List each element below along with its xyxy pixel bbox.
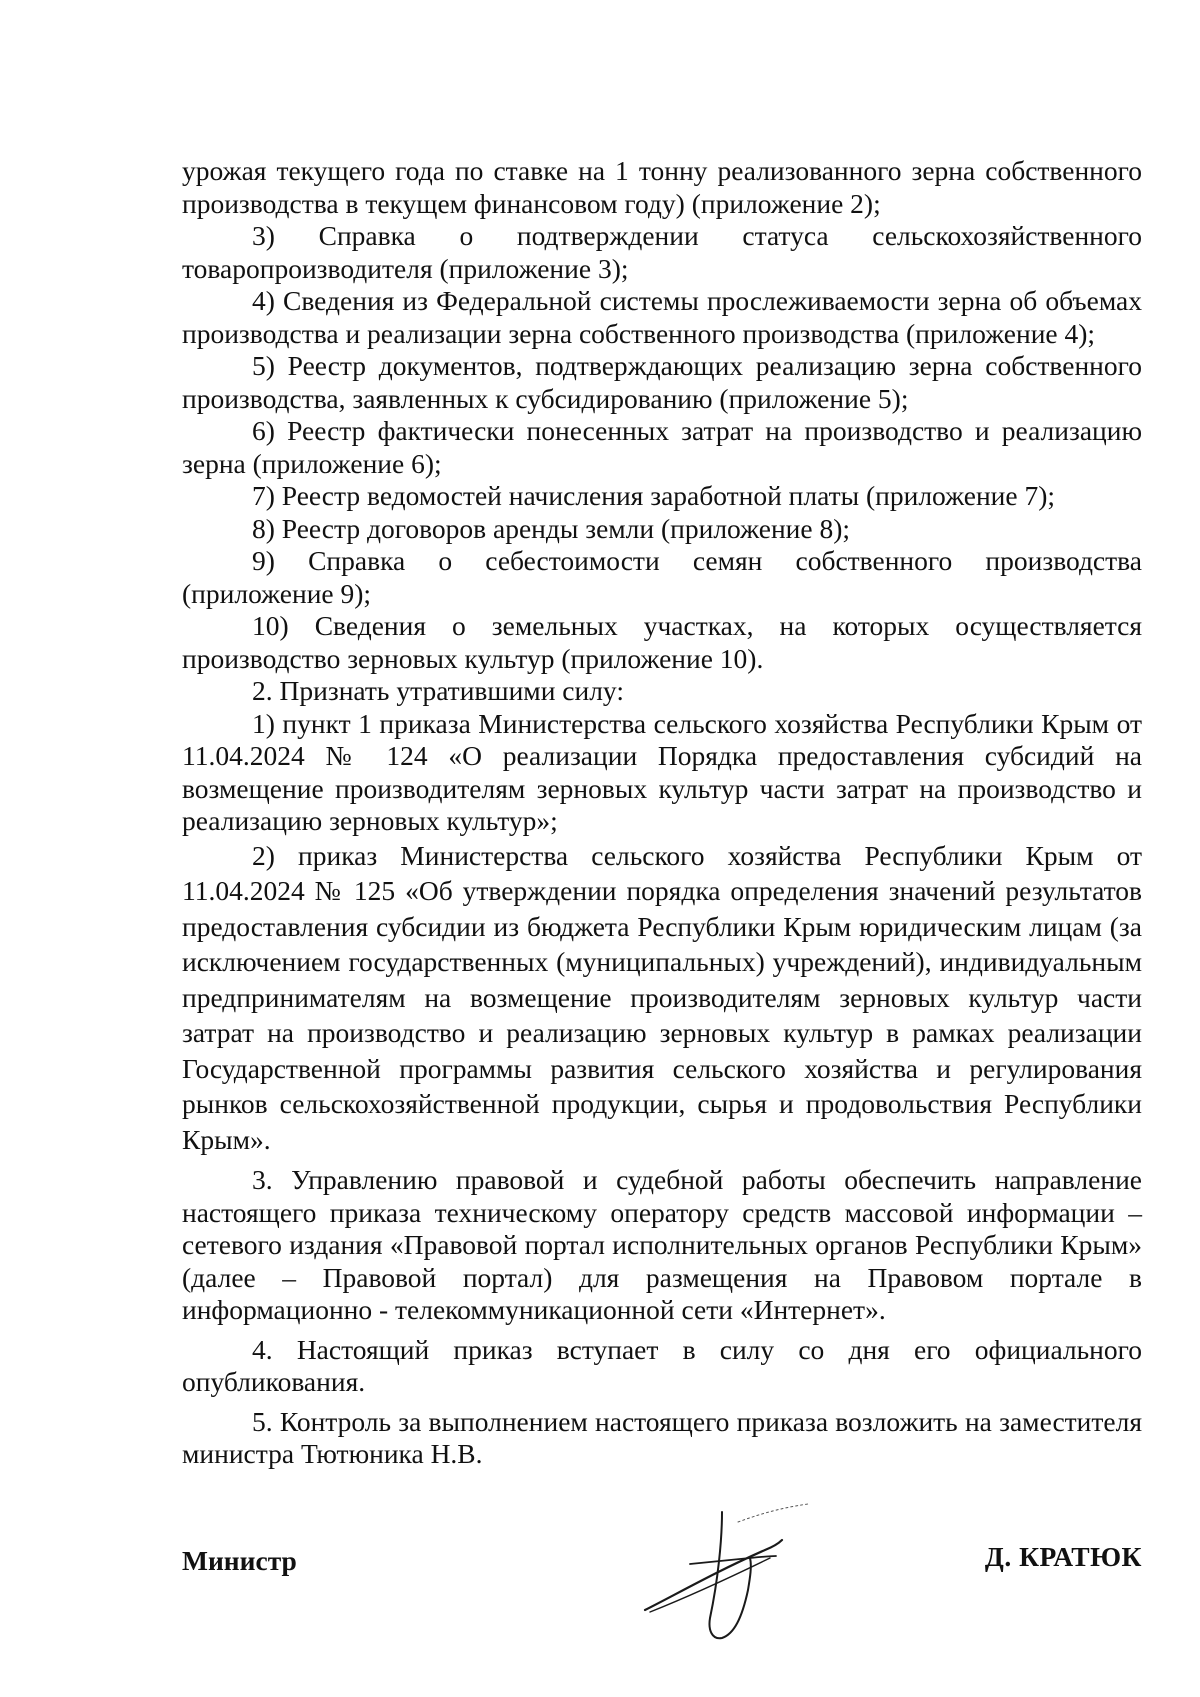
list-item-5: 5) Реестр документов, подтверждающих реализацию зерна собственного производства, заявленных к субсидированию (приложение 5); — [182, 350, 1142, 414]
clause-3: 3. Управлению правовой и судебной работы обеспечить направление настоящего приказа техническому оператору средств массовой информации – сетевого издания «Правовой портал исполнительных органов Республики Крым» (далее – Правовой портал) для размещения на Правовом портале в информационно - телекоммуникационной сети «Интернет». — [182, 1164, 1142, 1325]
clause-2-item-1: 1) пункт 1 приказа Министерства сельского хозяйства Республики Крым от 11.04.2024 № 124 «О реализации Порядка предоставления субсидий на возмещение производителям зерновых культур части затрат на производство и реализацию зерновых культур»; — [182, 707, 1142, 836]
signatory-name: Д. КРАТЮК — [984, 1541, 1142, 1572]
clause-2-item-2: 2) приказ Министерства сельского хозяйства Республики Крым от 11.04.2024 № 125 «Об утверждении порядка определения значений результатов предоставления субсидии из бюджета Республики Крым юридическим лицам (за исключением государственных (муниципальных) учреждений), индивидуальным предпринимателям на возмещение производителям зерновых культур части затрат на производство и реализацию зерновых культур в рамках реализации Государственной программы развития сельского хозяйства и регулирования рынков сельскохозяйственной продукции, сырья и продовольствия Республики Крым». — [182, 839, 1142, 1155]
signatory-title: Министр — [182, 1545, 297, 1576]
list-item-3: 3) Справка о подтверждении статуса сельскохозяйственного товаропроизводителя (приложение 3); — [182, 220, 1142, 284]
paragraph-continuation: урожая текущего года по ставке на 1 тонну реализованного зерна собственного производства в текущем финансовом году) (приложение 2); — [182, 155, 1142, 219]
clause-4: 4. Настоящий приказ вступает в силу со дня его официального опубликования. — [182, 1333, 1142, 1397]
clause-2: 2. Признать утратившими силу: — [252, 675, 624, 706]
signature-block — [182, 1541, 1142, 1585]
clause-5: 5. Контроль за выполнением настоящего приказа возложить на заместителя министра Тютюника Н.В. — [182, 1405, 1142, 1469]
list-item-7: 7) Реестр ведомостей начисления заработной платы (приложение 7); — [252, 480, 1056, 511]
list-item-9: 9) Справка о себестоимости семян собственного производства (приложение 9); — [182, 545, 1142, 609]
list-item-8: 8) Реестр договоров аренды земли (приложение 8); — [252, 512, 851, 544]
list-item-6: 6) Реестр фактически понесенных затрат на производство и реализацию зерна (приложение 6); — [182, 415, 1142, 479]
list-item-10: 10) Сведения о земельных участках, на которых осуществляется производство зерновых культур (приложение 10). — [182, 610, 1142, 674]
list-item-4: 4) Сведения из Федеральной системы прослеживаемости зерна об объемах производства и реализации зерна собственного производства (приложение 4); — [182, 285, 1142, 349]
document-body — [182, 155, 1142, 1471]
